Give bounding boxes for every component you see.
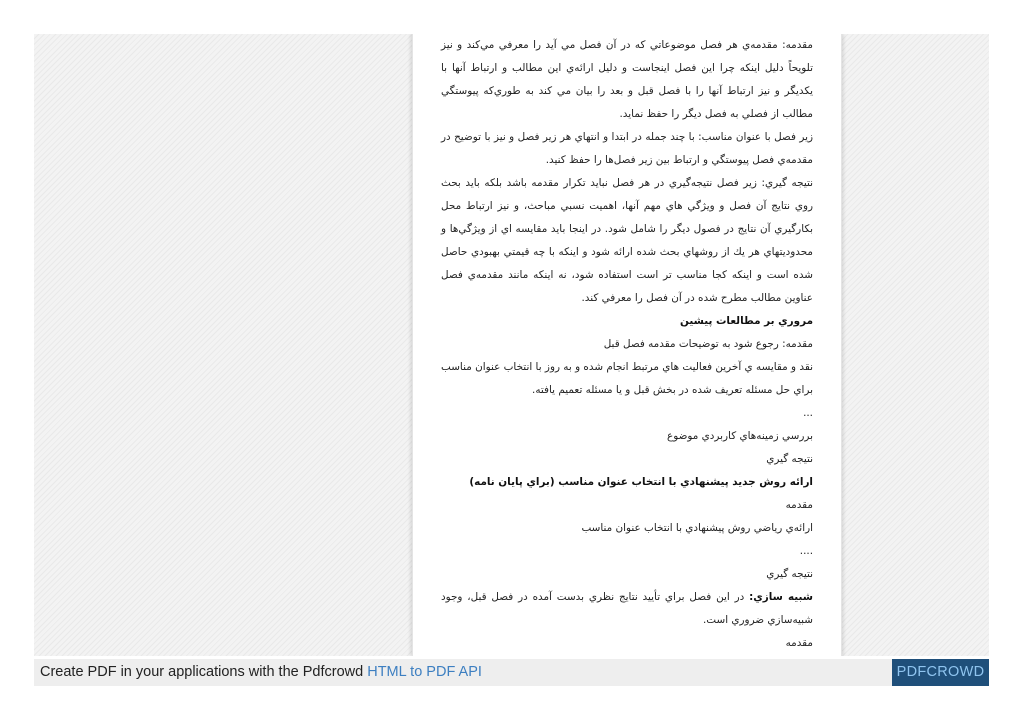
list-item (441, 425, 813, 448)
list-item-text: مقدمه (785, 637, 813, 649)
list-item-text: بررسي زمينه‌هاي كاربردي موضوع (667, 430, 813, 442)
list-item (441, 563, 813, 586)
list-item-text: ارائه‌ي رياضي روش پيشنهادي با انتخاب عنوان مناسب (581, 522, 813, 534)
heading-literature-review (441, 310, 813, 333)
list-item (441, 448, 813, 471)
document-body (441, 34, 813, 655)
list-item (441, 632, 813, 655)
list-item-text: ... (803, 407, 813, 419)
footer-prefix: Create PDF in your applications with the Pdfcrowd (40, 664, 368, 680)
section-heading: ارائه روش جديد پيشنهادي با انتخاب عنوان مناسب (براي پايان نامه) (469, 476, 813, 488)
paragraph-critique (441, 356, 813, 402)
list-item-text: نتيجه گيري (766, 568, 813, 580)
footer-text (40, 659, 482, 686)
pdfcrowd-brand-button[interactable]: PDFCROWD (892, 659, 989, 686)
list-item-text: مقدمه: رجوع شود به توضيحات مقدمه فصل قبل (603, 338, 813, 350)
list-item-text: مقدمه (785, 499, 813, 511)
heading-proposed-method (441, 471, 813, 494)
document-viewport (34, 34, 989, 656)
list-item (441, 402, 813, 425)
paragraph-text: نتيجه گيري: زير فصل نتيجه‌گيري در هر فصل نبايد تكرار مقدمه باشد بلكه بايد بحث روي نتايج آن فصل و ويژگي هاي مهم آنها، اهميت نسبي مباحث، و نيز ارتباط محل بكارگيري آن نتايج در فصول ديگر را شامل شود. در اينجا بايد مقايسه اي از ويژگي‌ها و محدوديتهاي هر يك از روشهاي بحث شده ارائه شود و اينكه با چه قيمتي بهبودي حاصل شده است و اينكه كجا مناسب تر است استفاده شود، نه اينكه مانند مقدمه‌ي فصل عناوين مطالب مطرح شده در آن فصل را معرفي كند. (441, 177, 813, 304)
list-item-text: .... (799, 545, 813, 557)
pdfcrowd-footer (34, 659, 989, 686)
document-page (412, 34, 842, 656)
paragraph-intro (441, 34, 813, 126)
inline-heading: شبيه سازي: (749, 591, 814, 603)
list-item (441, 517, 813, 540)
list-item (441, 333, 813, 356)
list-item-text: نتيجه گيري (766, 453, 813, 465)
list-item (441, 494, 813, 517)
paragraph-text: در اين فصل براي تأييد نتايج نظري بدست آمده در فصل قبل، وجود شبيه‌سازي ضروري است. (441, 591, 813, 626)
paragraph-simulation (441, 586, 813, 632)
html-to-pdf-api-link[interactable]: HTML to PDF API (367, 664, 482, 680)
paragraph-text: مقدمه: مقدمه‌ي هر فصل موضوعاتي كه در آن فصل مي آيد را معرفي مي‌كند و نيز تلويحاً دليل اينكه چرا اين فصل اينجاست و دليل ارائه‌ي اين مطالب و ارتباط آنها با يكديگر و نيز ارتباط آنها را با فصل قبل و بعد را بيان مي كند به طوري‌كه پيوستگي مطالب از فصلي به فصل ديگر را حفظ نمايد. (441, 39, 813, 120)
section-heading: مروري بر مطالعات پيشين (680, 315, 813, 327)
paragraph-text: نقد و مقايسه ي آخرين فعاليت هاي مرتبط انجام شده و به روز با انتخاب عنوان مناسب براي حل مسئله تعريف شده در بخش قبل و يا مسئله تعميم يافته. (441, 361, 813, 396)
paragraph-conclusion (441, 172, 813, 310)
paragraph-subsection (441, 126, 813, 172)
list-item (441, 540, 813, 563)
paragraph-text: زير فصل با عنوان مناسب: با چند جمله در ابتدا و انتهاي هر زير فصل و نيز با توضيح در مقدمه‌ي فصل پيوستگي و ارتباط بين زير فصل‌ها را حفظ كنيد. (441, 131, 813, 166)
